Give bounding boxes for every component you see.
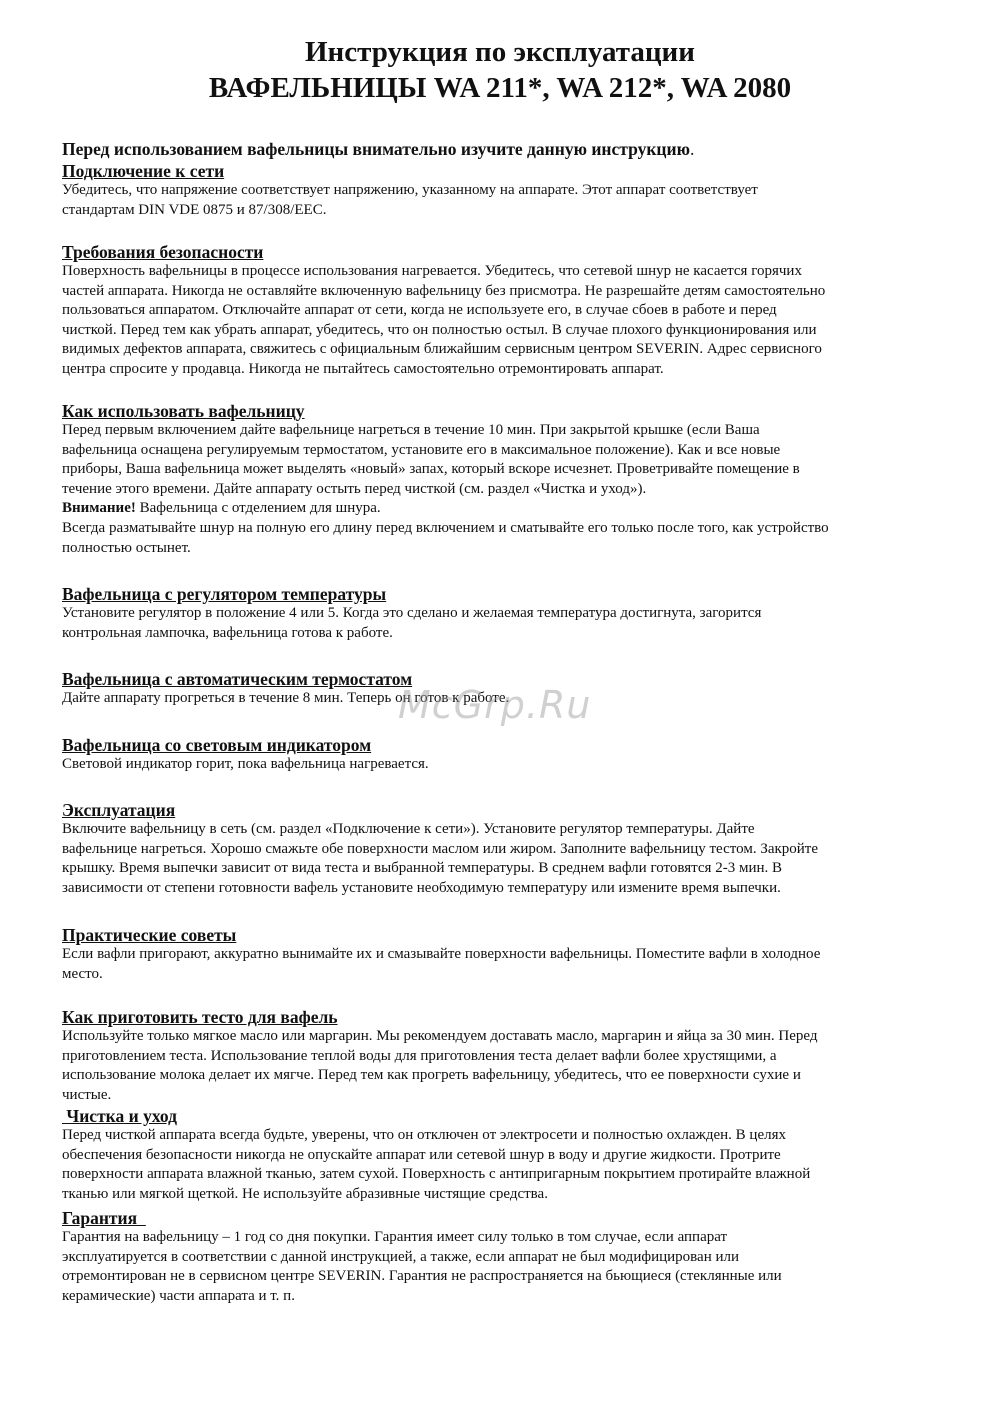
paragraph-line: эксплуатируется в соответствии с данной инструкцией, а также, если аппарат не был модифицирован или [62,1248,740,1265]
section-heading: Чистка и уход [62,1106,177,1126]
paragraph-line: крышку. Время выпечки зависит от вида теста и выбранной температуры. В среднем вафли готовятся 2-3 мин. В [62,860,783,877]
paragraph-line: чистые. [62,1086,112,1103]
section-practical-tips [62,925,942,984]
paragraph-line: пользоваться аппаратом. Отключайте аппарат от сети, когда не используете его, в случае сбоев в работе и перед [62,302,777,319]
paragraph-line: тканью или мягкой щеткой. Не используйте абразивные чистящие средства. [62,1185,548,1202]
section-heading: Гарантия [62,1208,146,1228]
paragraph-line: поверхности аппарата влажной тканью, затем сухой. Поверхность с антипригарным покрытием протирайте влажной [62,1166,811,1183]
paragraph-line: стандартам DIN VDE 0875 и 87/308/EEC. [62,201,327,218]
intro-notice-text: Перед использованием вафельницы внимательно изучите данную инструкцию [62,139,690,159]
paragraph-line: Убедитесь, что напряжение соответствует напряжению, указанному на аппарате. Этот аппарат соответствует [62,182,758,198]
section-how-to-use [62,401,942,558]
document-title-line-2: ВАФЕЛЬНИЦЫ WA 211*, WA 212*, WA 2080 [208,72,792,104]
paragraph-line: приготовлением теста. Использование теплой воды для приготовления теста делает вафли более хрустящими, а [62,1047,777,1064]
section-temperature-regulator [62,584,942,643]
warning-label: Внимание! [62,500,136,517]
paragraph-line: керамические) части аппарата и т. п. [62,1287,295,1304]
section-heading: Вафельница с автоматическим термостатом [62,669,413,689]
paragraph-line: Световой индикатор горит, пока вафельница нагревается. [62,756,429,772]
paragraph-line: Если вафли пригорают, аккуратно вынимайте их и смазывайте поверхности вафельницы. Поместите вафли в холодное [62,946,821,962]
intro-notice-period: . [689,139,695,159]
paragraph-line: чисткой. Перед тем как убрать аппарат, убедитесь, что он полностью остыл. В случае плохого функционирования или [62,321,817,338]
paragraph-line: место. [62,965,103,982]
section-heading: Как использовать вафельницу [62,401,305,421]
paragraph-line: обеспечения безопасности никогда не опускайте аппарат или сетевой шнур в воду и другие жидкости. Протрите [62,1146,781,1163]
paragraph-line: приборы, Ваша вафельница может выделять «новый» запах, который вскоре исчезнет. Проветривайте помещение в [62,461,800,478]
paragraph-line: Всегда разматывайте шнур на полную его длину перед включением и сматывайте его только после того, как устройство [62,519,829,536]
intro-notice [62,139,942,159]
paragraph-line: центра спросите у продавца. Никогда не пытайтесь самостоятельно отремонтировать аппарат. [62,360,664,377]
section-heading: Вафельница с регулятором температуры [62,584,387,604]
paragraph-line: Включите вафельницу в сеть (см. раздел «Подключение к сети»). Установите регулятор температуры. Дайте [62,821,755,837]
warning-line [62,499,942,519]
paragraph-line: полностью остынет. [62,539,191,556]
paragraph-line: Используйте только мягкое масло или маргарин. Мы рекомендуем доставать масло, маргарин и яйца за 30 мин. Перед [62,1028,818,1044]
paragraph-line: Дайте аппарату прогреться в течение 8 мин. Теперь он готов к работе. [62,690,510,706]
document-title-line-1: Инструкция по эксплуатации [305,36,695,68]
section-power-connection [62,161,942,220]
paragraph-line: использование молока делает их мягче. Перед тем как прогреть вафельницу, убедитесь, что ее поверхности сухие и [62,1067,801,1084]
section-heading: Подключение к сети [62,161,225,181]
paragraph-line: Перед чисткой аппарата всегда будьте, уверены, что он отключен от электросети и полностью охлажден. В целях [62,1127,786,1143]
paragraph-line: Поверхность вафельницы в процессе использования нагревается. Убедитесь, что сетевой шнур не касается горячих [62,263,802,279]
paragraph-line: вафельнице нагреться. Хорошо смажьте обе поверхности маслом или жиром. Заполните вафельницу тестом. Закройте [62,840,819,857]
paragraph-line: частей аппарата. Никогда не оставляйте включенную вафельницу без присмотра. Не разрешайте детям самостоятельно [62,282,826,299]
watermark: McGrp.Ru [398,683,592,727]
paragraph-line: зависимости от степени готовности вафель установите необходимую температуру или измените время выпечки. [62,879,781,896]
paragraph-line: видимых дефектов аппарата, свяжитесь с официальным ближайшим сервисным центром SEVERIN. Адрес сервисного [62,341,822,358]
paragraph-line: вафельница оснащена регулируемым термостатом, установите его в максимальное положение). Как и все новые [62,441,781,458]
section-heading: Как приготовить тесто для вафель [62,1007,338,1027]
section-light-indicator [62,735,942,775]
paragraph-line: Перед первым включением дайте вафельнице нагреться в течение 10 мин. При закрытой крышке (если Ваша [62,422,760,438]
section-heading: Эксплуатация [62,800,176,820]
section-heading: Практические советы [62,925,237,945]
paragraph-line: отремонтирован не в сервисном центре SEVERIN. Гарантия не распространяется на бьющиеся (стеклянные или [62,1268,782,1285]
section-heading: Требования безопасности [62,242,264,262]
section-safety [62,242,942,380]
paragraph-line: контрольная лампочка, вафельница готова к работе. [62,624,393,641]
section-warranty [62,1208,942,1306]
section-batter-recipe [62,1007,942,1105]
section-cleaning [62,1106,942,1204]
paragraph-line: течение этого времени. Дайте аппарату остыть перед чисткой (см. раздел «Чистка и уход»). [62,480,647,497]
paragraph-line: Гарантия на вафельницу – 1 год со дня покупки. Гарантия имеет силу только в том случае, если аппарат [62,1229,728,1245]
section-heading: Вафельница со световым индикатором [62,735,372,755]
paragraph-line: Установите регулятор в положение 4 или 5. Когда это сделано и желаемая температура достигнута, загорится [62,605,762,621]
warning-text: Вафельница с отделением для шнура. [135,500,381,517]
section-operation [62,800,942,898]
